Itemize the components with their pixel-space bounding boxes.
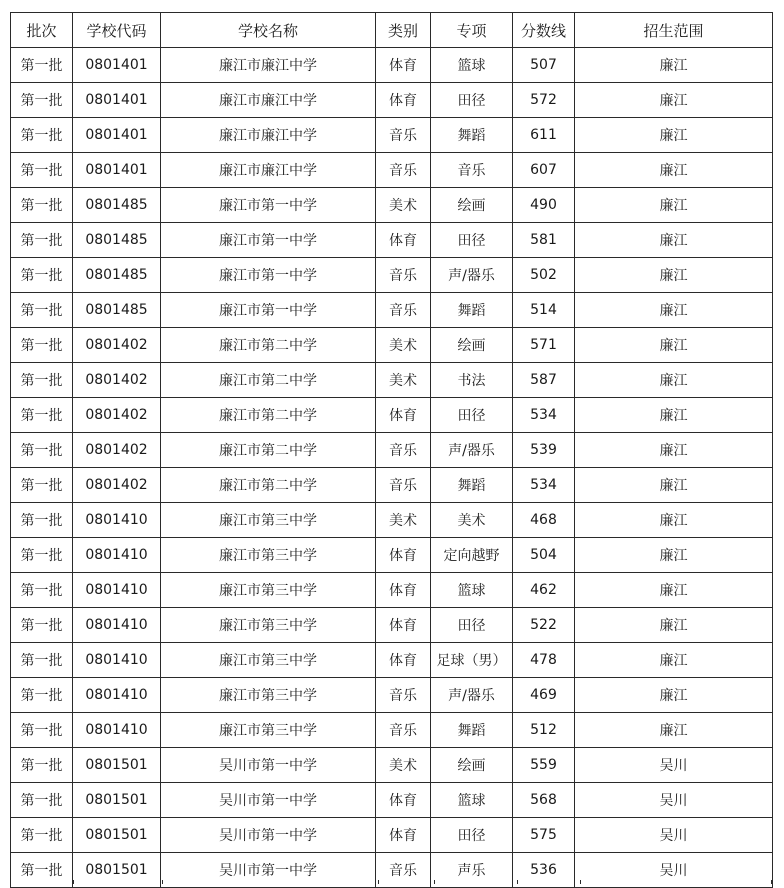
cell-school-name: 吴川市第一中学 (161, 818, 376, 853)
table-row (11, 188, 773, 223)
cell-enrollment-scope: 廉江 (575, 713, 773, 748)
cell-school-name: 廉江市第三中学 (161, 538, 376, 573)
cell-category: 音乐 (376, 118, 431, 153)
cell-school-name: 廉江市第三中学 (161, 678, 376, 713)
cell-school-code: 0801410 (73, 503, 161, 538)
cell-specialty: 绘画 (431, 748, 513, 783)
cell-school-code: 0801402 (73, 468, 161, 503)
cell-enrollment-scope: 廉江 (575, 398, 773, 433)
cell-category: 体育 (376, 398, 431, 433)
cell-school-name: 廉江市第三中学 (161, 713, 376, 748)
cell-category: 体育 (376, 538, 431, 573)
cell-score-line: 607 (513, 153, 575, 188)
cell-school-code: 0801401 (73, 83, 161, 118)
cell-category: 美术 (376, 503, 431, 538)
cell-score-line: 504 (513, 538, 575, 573)
cell-batch: 第一批 (11, 748, 73, 783)
cell-category: 音乐 (376, 468, 431, 503)
table-row (11, 713, 773, 748)
cell-school-code: 0801501 (73, 748, 161, 783)
cell-enrollment-scope: 廉江 (575, 678, 773, 713)
cell-batch: 第一批 (11, 83, 73, 118)
cell-school-name: 吴川市第一中学 (161, 748, 376, 783)
cell-specialty: 声/器乐 (431, 433, 513, 468)
cell-score-line: 514 (513, 293, 575, 328)
cell-batch: 第一批 (11, 783, 73, 818)
cell-enrollment-scope: 廉江 (575, 328, 773, 363)
cell-batch: 第一批 (11, 573, 73, 608)
cell-category: 美术 (376, 188, 431, 223)
cell-batch: 第一批 (11, 678, 73, 713)
cell-enrollment-scope: 廉江 (575, 293, 773, 328)
cell-batch: 第一批 (11, 48, 73, 83)
table-row (11, 818, 773, 853)
cell-score-line: 587 (513, 363, 575, 398)
cell-score-line: 539 (513, 433, 575, 468)
cell-school-code: 0801402 (73, 398, 161, 433)
table-row (11, 573, 773, 608)
table-row (11, 328, 773, 363)
cell-specialty: 田径 (431, 398, 513, 433)
cell-score-line: 568 (513, 783, 575, 818)
cell-category: 音乐 (376, 293, 431, 328)
cell-school-code: 0801410 (73, 678, 161, 713)
cell-score-line: 478 (513, 643, 575, 678)
cell-specialty: 田径 (431, 818, 513, 853)
cell-school-name: 廉江市第一中学 (161, 293, 376, 328)
cell-score-line: 536 (513, 853, 575, 888)
cell-category: 美术 (376, 363, 431, 398)
cell-batch: 第一批 (11, 363, 73, 398)
cell-school-name: 廉江市第三中学 (161, 643, 376, 678)
cell-enrollment-scope: 廉江 (575, 503, 773, 538)
cell-specialty: 舞蹈 (431, 118, 513, 153)
cell-enrollment-scope: 廉江 (575, 433, 773, 468)
cell-score-line: 468 (513, 503, 575, 538)
cell-school-code: 0801402 (73, 328, 161, 363)
cell-enrollment-scope: 吴川 (575, 748, 773, 783)
cell-school-name: 廉江市第二中学 (161, 398, 376, 433)
cell-school-code: 0801401 (73, 153, 161, 188)
cell-enrollment-scope: 廉江 (575, 643, 773, 678)
cell-school-name: 廉江市第一中学 (161, 188, 376, 223)
cell-batch: 第一批 (11, 223, 73, 258)
cell-batch: 第一批 (11, 538, 73, 573)
cell-specialty: 定向越野 (431, 538, 513, 573)
header-school-code: 学校代码 (73, 13, 161, 48)
cell-school-code: 0801485 (73, 293, 161, 328)
cell-specialty: 田径 (431, 83, 513, 118)
table-row (11, 153, 773, 188)
header-specialty: 专项 (431, 13, 513, 48)
cell-school-name: 廉江市廉江中学 (161, 153, 376, 188)
cell-batch: 第一批 (11, 328, 73, 363)
header-row (11, 13, 773, 48)
cell-batch: 第一批 (11, 433, 73, 468)
cell-score-line: 512 (513, 713, 575, 748)
cell-score-line: 611 (513, 118, 575, 153)
cell-category: 体育 (376, 223, 431, 258)
cell-enrollment-scope: 廉江 (575, 573, 773, 608)
cell-school-name: 廉江市廉江中学 (161, 48, 376, 83)
cell-enrollment-scope: 廉江 (575, 118, 773, 153)
table-row (11, 223, 773, 258)
cell-school-name: 吴川市第一中学 (161, 783, 376, 818)
cell-school-name: 廉江市廉江中学 (161, 118, 376, 153)
cell-score-line: 469 (513, 678, 575, 713)
header-enrollment-scope: 招生范围 (575, 13, 773, 48)
cell-batch: 第一批 (11, 188, 73, 223)
cell-school-name: 廉江市第三中学 (161, 573, 376, 608)
cell-score-line: 507 (513, 48, 575, 83)
cell-batch: 第一批 (11, 818, 73, 853)
cell-batch: 第一批 (11, 258, 73, 293)
cell-school-name: 廉江市第一中学 (161, 258, 376, 293)
cell-batch: 第一批 (11, 118, 73, 153)
cell-batch: 第一批 (11, 293, 73, 328)
cell-school-code: 0801485 (73, 258, 161, 293)
table-row (11, 83, 773, 118)
table-row (11, 398, 773, 433)
cell-specialty: 绘画 (431, 188, 513, 223)
cell-enrollment-scope: 廉江 (575, 538, 773, 573)
cell-score-line: 534 (513, 398, 575, 433)
cell-specialty: 音乐 (431, 153, 513, 188)
cell-category: 美术 (376, 328, 431, 363)
cell-specialty: 田径 (431, 223, 513, 258)
cell-school-code: 0801410 (73, 643, 161, 678)
cut-off-next-row (10, 880, 772, 884)
cell-category: 音乐 (376, 433, 431, 468)
cell-enrollment-scope: 廉江 (575, 188, 773, 223)
cell-enrollment-scope: 廉江 (575, 153, 773, 188)
cell-enrollment-scope: 廉江 (575, 608, 773, 643)
table-row (11, 48, 773, 83)
cell-school-name: 廉江市第二中学 (161, 363, 376, 398)
cell-enrollment-scope: 吴川 (575, 853, 773, 888)
cell-specialty: 篮球 (431, 573, 513, 608)
cell-enrollment-scope: 吴川 (575, 818, 773, 853)
admission-score-table-wrapper (10, 12, 773, 888)
table-row (11, 293, 773, 328)
cell-category: 音乐 (376, 258, 431, 293)
cell-score-line: 572 (513, 83, 575, 118)
cell-batch: 第一批 (11, 713, 73, 748)
cell-school-code: 0801501 (73, 818, 161, 853)
cell-category: 体育 (376, 783, 431, 818)
cell-score-line: 502 (513, 258, 575, 293)
table-row (11, 433, 773, 468)
cell-batch: 第一批 (11, 468, 73, 503)
cell-school-code: 0801410 (73, 573, 161, 608)
cell-school-name: 廉江市第二中学 (161, 328, 376, 363)
cell-specialty: 田径 (431, 608, 513, 643)
cell-specialty: 绘画 (431, 328, 513, 363)
cell-school-code: 0801402 (73, 363, 161, 398)
header-batch: 批次 (11, 13, 73, 48)
cell-specialty: 声/器乐 (431, 258, 513, 293)
cell-category: 体育 (376, 48, 431, 83)
table-row (11, 258, 773, 293)
table-row (11, 118, 773, 153)
table-row (11, 538, 773, 573)
cell-specialty: 舞蹈 (431, 293, 513, 328)
cell-category: 音乐 (376, 153, 431, 188)
table-row (11, 643, 773, 678)
cell-enrollment-scope: 廉江 (575, 468, 773, 503)
cell-school-code: 0801501 (73, 853, 161, 888)
cell-batch: 第一批 (11, 398, 73, 433)
cell-school-name: 廉江市第一中学 (161, 223, 376, 258)
header-school-name: 学校名称 (161, 13, 376, 48)
cell-enrollment-scope: 廉江 (575, 363, 773, 398)
cell-category: 体育 (376, 83, 431, 118)
table-row (11, 678, 773, 713)
table-row (11, 748, 773, 783)
header-category: 类别 (376, 13, 431, 48)
cell-specialty: 篮球 (431, 783, 513, 818)
cell-batch: 第一批 (11, 153, 73, 188)
cell-school-code: 0801401 (73, 118, 161, 153)
cell-category: 美术 (376, 748, 431, 783)
cell-school-code: 0801410 (73, 538, 161, 573)
cell-score-line: 581 (513, 223, 575, 258)
cell-enrollment-scope: 廉江 (575, 48, 773, 83)
cell-specialty: 足球（男） (431, 643, 513, 678)
cell-school-code: 0801485 (73, 188, 161, 223)
cell-batch: 第一批 (11, 503, 73, 538)
cell-enrollment-scope: 廉江 (575, 258, 773, 293)
cell-batch: 第一批 (11, 853, 73, 888)
cell-school-code: 0801410 (73, 608, 161, 643)
cell-school-code: 0801501 (73, 783, 161, 818)
table-row (11, 503, 773, 538)
cell-batch: 第一批 (11, 643, 73, 678)
header-score-line: 分数线 (513, 13, 575, 48)
cell-score-line: 575 (513, 818, 575, 853)
cell-category: 体育 (376, 608, 431, 643)
cell-school-name: 廉江市第三中学 (161, 608, 376, 643)
cell-school-code: 0801401 (73, 48, 161, 83)
cell-score-line: 490 (513, 188, 575, 223)
cell-score-line: 571 (513, 328, 575, 363)
admission-score-table (10, 12, 773, 888)
cell-specialty: 书法 (431, 363, 513, 398)
cell-school-code: 0801485 (73, 223, 161, 258)
cell-specialty: 舞蹈 (431, 713, 513, 748)
table-row (11, 608, 773, 643)
table-row (11, 363, 773, 398)
cell-category: 体育 (376, 818, 431, 853)
cell-category: 音乐 (376, 713, 431, 748)
cell-score-line: 559 (513, 748, 575, 783)
cell-school-name: 吴川市第一中学 (161, 853, 376, 888)
cell-specialty: 声乐 (431, 853, 513, 888)
cell-school-code: 0801410 (73, 713, 161, 748)
cell-enrollment-scope: 廉江 (575, 83, 773, 118)
cell-specialty: 声/器乐 (431, 678, 513, 713)
table-row (11, 468, 773, 503)
cell-category: 体育 (376, 643, 431, 678)
cell-enrollment-scope: 廉江 (575, 223, 773, 258)
table-body (11, 48, 773, 888)
cell-category: 音乐 (376, 853, 431, 888)
cell-specialty: 舞蹈 (431, 468, 513, 503)
cell-enrollment-scope: 吴川 (575, 783, 773, 818)
cell-category: 音乐 (376, 678, 431, 713)
cell-school-name: 廉江市第二中学 (161, 433, 376, 468)
cell-specialty: 美术 (431, 503, 513, 538)
cell-category: 体育 (376, 573, 431, 608)
cell-batch: 第一批 (11, 608, 73, 643)
cell-school-name: 廉江市廉江中学 (161, 83, 376, 118)
cell-school-name: 廉江市第三中学 (161, 503, 376, 538)
cell-score-line: 462 (513, 573, 575, 608)
table-row (11, 783, 773, 818)
cell-score-line: 534 (513, 468, 575, 503)
table-header (11, 13, 773, 48)
cell-school-code: 0801402 (73, 433, 161, 468)
cell-school-name: 廉江市第二中学 (161, 468, 376, 503)
cell-score-line: 522 (513, 608, 575, 643)
cell-specialty: 篮球 (431, 48, 513, 83)
